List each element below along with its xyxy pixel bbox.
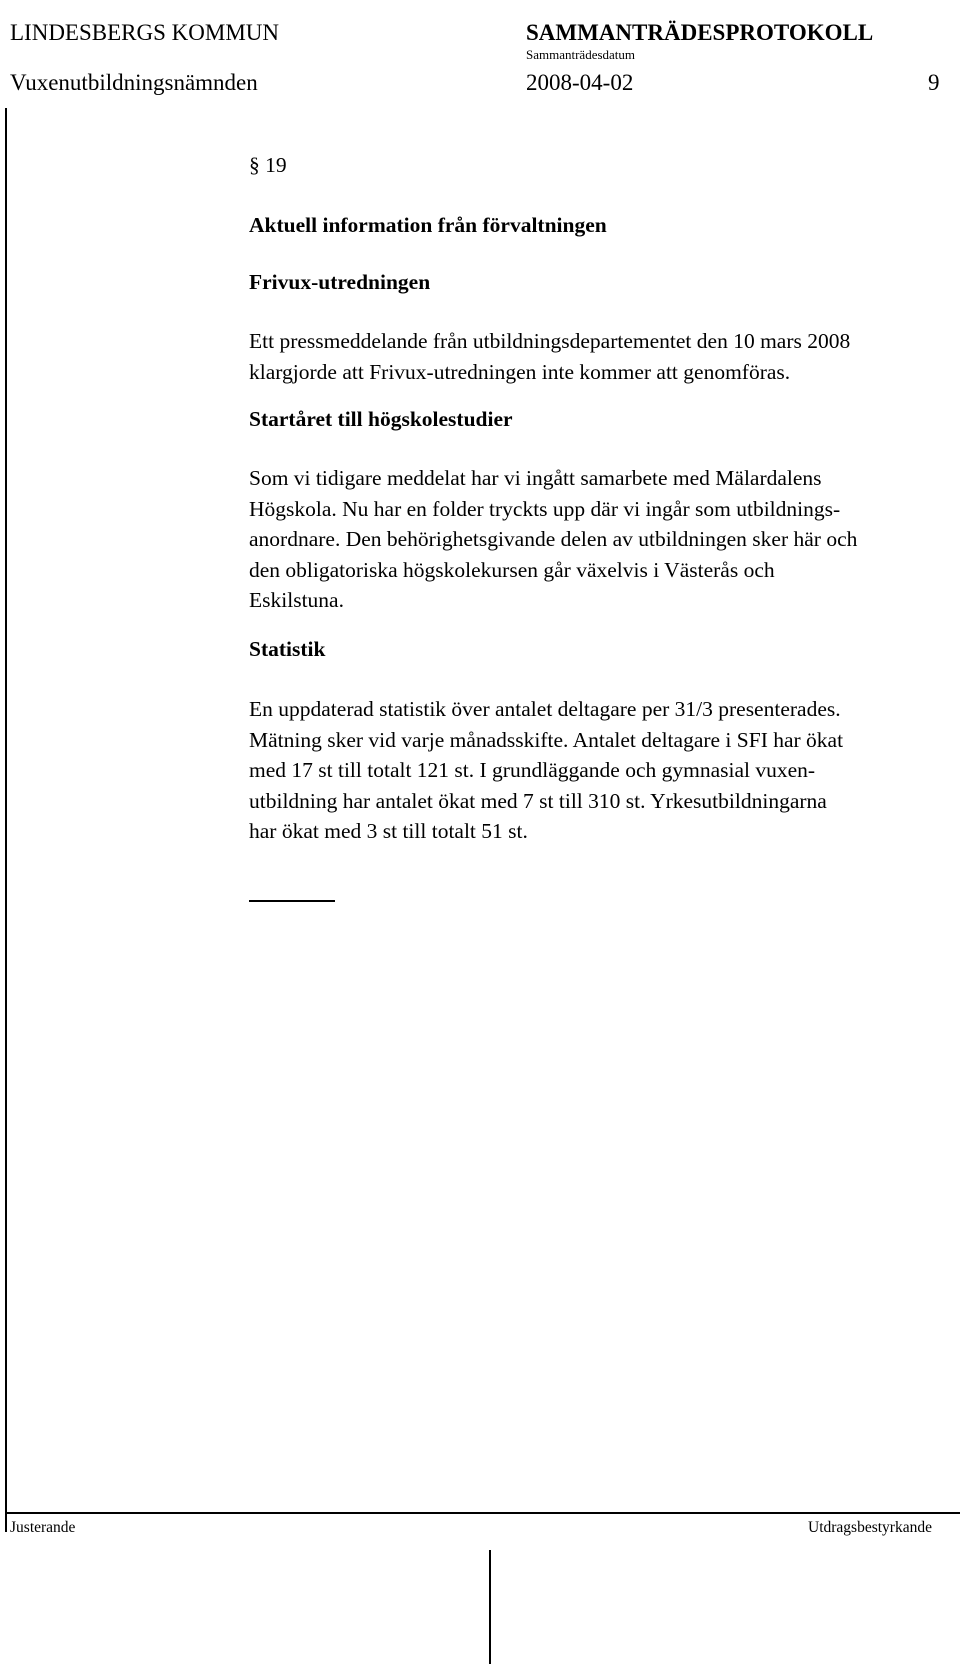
footer-justerande-label: Justerande xyxy=(10,1519,76,1536)
footer-utdragsbestyrkande-label: Utdragsbestyrkande xyxy=(808,1519,932,1536)
text-line: med 17 st till totalt 121 st. I grundläggande och gymnasial vuxen- xyxy=(249,758,816,782)
text-line: den obligatoriska högskolekursen går växelvis i Västerås och xyxy=(249,557,775,582)
section-heading-statistik: Statistik xyxy=(249,637,326,661)
text-line: har ökat med 3 st till totalt 51 st. xyxy=(249,819,528,843)
section-heading-frivux: Frivux-utredningen xyxy=(249,270,431,294)
section-heading-hogskola: Startåret till högskolestudier xyxy=(249,407,513,431)
section-text-statistik xyxy=(249,694,843,847)
organization-name: LINDESBERGS KOMMUN xyxy=(10,20,279,45)
date-label: Sammanträdesdatum xyxy=(526,47,636,62)
text-line: utbildning har antalet ökat med 7 st till 310 st. Yrkesutbildningarna xyxy=(249,788,827,813)
text-line: En uppdaterad statistik över antalet deltagare per 31/3 presenterades. xyxy=(249,697,841,721)
text-line: Ett pressmeddelande från utbildningsdepartementet den 10 mars 2008 xyxy=(249,329,851,353)
text-line: Högskola. Nu har en folder tryckts upp där vi ingår som utbildnings- xyxy=(249,496,841,521)
footer-rule xyxy=(5,1512,960,1514)
text-line: Som vi tidigare meddelat har vi ingått samarbete med Mälardalens xyxy=(249,466,822,490)
signature-divider xyxy=(489,1550,491,1664)
page-number: 9 xyxy=(928,70,940,95)
text-line: Eskilstuna. xyxy=(249,588,344,612)
text-line: Mätning sker vid varje månadsskifte. Antalet deltagare i SFI har ökat xyxy=(249,727,844,752)
end-of-section-rule xyxy=(249,900,335,902)
board-name: Vuxenutbildningsnämnden xyxy=(10,70,258,95)
text-line: anordnare. Den behörighetsgivande delen av utbildningen sker här och xyxy=(249,527,858,551)
left-margin-rule xyxy=(5,108,7,1532)
text-line: klargjorde att Frivux-utredningen inte kommer att genomföras. xyxy=(249,359,791,384)
document-type: SAMMANTRÄDESPROTOKOLL xyxy=(526,20,874,45)
section-text-hogskola xyxy=(249,463,857,616)
meeting-date: 2008-04-02 xyxy=(526,70,634,95)
paragraph-mark: § 19 xyxy=(249,153,287,177)
agenda-title: Aktuell information från förvaltningen xyxy=(249,213,607,237)
section-text-frivux xyxy=(249,326,850,387)
